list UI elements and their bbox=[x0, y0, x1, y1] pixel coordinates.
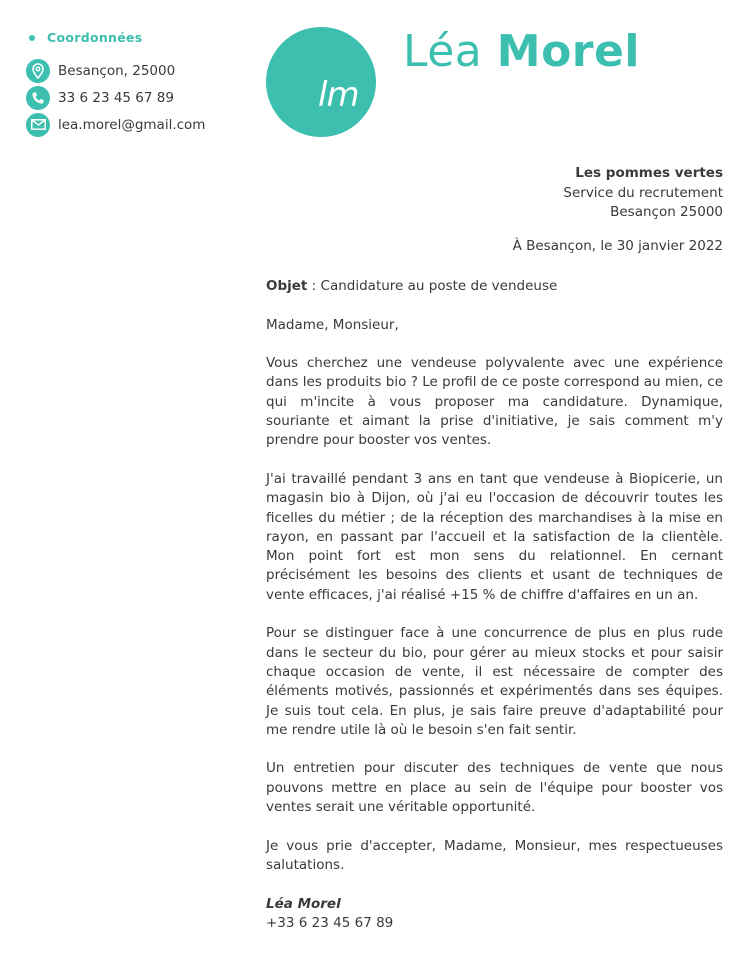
letter-body bbox=[266, 277, 723, 933]
applicant-name bbox=[403, 26, 640, 77]
bullet-icon bbox=[29, 35, 35, 41]
contact-email bbox=[26, 111, 246, 138]
recipient-block bbox=[563, 164, 723, 223]
paragraph: Vous cherchez une vendeuse polyvalente avec une expérience dans les produits bio ? Le profil de ce poste correspond au mien, ce qui m'incite à vous proposer ma candidature. Dynamique, souriante et aimant la prise d'initiative, je sais comment m'y prendre pour booster vos ventes. bbox=[266, 355, 723, 449]
section-title-coordonnees bbox=[26, 30, 246, 45]
date-line: À Besançon, le 30 janvier 2022 bbox=[512, 238, 723, 254]
avatar-initials: lm bbox=[318, 75, 359, 115]
contact-email-text: lea.morel@gmail.com bbox=[58, 116, 206, 133]
section-title-text: Coordonnées bbox=[47, 30, 143, 45]
first-name: Léa bbox=[403, 26, 483, 77]
object-label: Objet bbox=[266, 278, 308, 294]
paragraph: Pour se distinguer face à une concurrence de plus en plus rude dans le secteur du bio, pour gérer au mieux stocks et pour saisir chaque occasion de vente, il est nécessaire de compter des éléments motivés, passionnés et expérimentés dans ses équipes. Je suis tout cela. En plus, je sais faire preuve d'adaptabilité pour me rendre utile là où le besoin s'en fait sentir. bbox=[266, 625, 723, 738]
paragraph: Un entretien pour discuter des techniques de vente que nous pouvons mettre en place au sein de l'équipe pour booster vos ventes serait une véritable opportunité. bbox=[266, 760, 723, 816]
envelope-icon bbox=[26, 113, 50, 137]
initials-avatar bbox=[266, 27, 376, 137]
contact-phone-text: 33 6 23 45 67 89 bbox=[58, 89, 174, 106]
recipient-company: Les pommes vertes bbox=[575, 165, 723, 181]
closing-paragraph: Je vous prie d'accepter, Madame, Monsieur, mes respectueuses salutations. bbox=[266, 837, 723, 873]
paragraph: J'ai travaillé pendant 3 ans en tant que vendeuse à Biopicerie, un magasin bio à Dijon, où j'ai eu l'occasion de découvrir toutes les ficelles du métier ; de la réception des marchandises à la mise en rayon, en passant par l'accueil et la satisfaction de la clientèle. Mon point fort est mon sens du relationnel. En cernant précisément les besoins des clients et usant de techniques de vente efficaces, j'ai réalisé +15 % de chiffre d'affaires en un an. bbox=[266, 470, 723, 603]
salutation: Madame, Monsieur, bbox=[266, 316, 399, 333]
contact-address-text: Besançon, 25000 bbox=[58, 62, 176, 79]
location-pin-icon bbox=[26, 59, 50, 83]
object-text: : Candidature au poste de vendeuse bbox=[307, 278, 558, 294]
contact-address bbox=[26, 57, 246, 84]
phone-icon bbox=[26, 86, 50, 110]
contact-phone bbox=[26, 84, 246, 111]
last-name: Morel bbox=[496, 26, 640, 77]
letter-object bbox=[266, 277, 723, 296]
recipient-city: Besançon 25000 bbox=[610, 204, 723, 220]
contact-sidebar bbox=[26, 30, 246, 138]
signature-name: Léa Morel bbox=[266, 895, 341, 912]
signature-phone: +33 6 23 45 67 89 bbox=[266, 914, 394, 931]
recipient-department: Service du recrutement bbox=[563, 184, 723, 201]
